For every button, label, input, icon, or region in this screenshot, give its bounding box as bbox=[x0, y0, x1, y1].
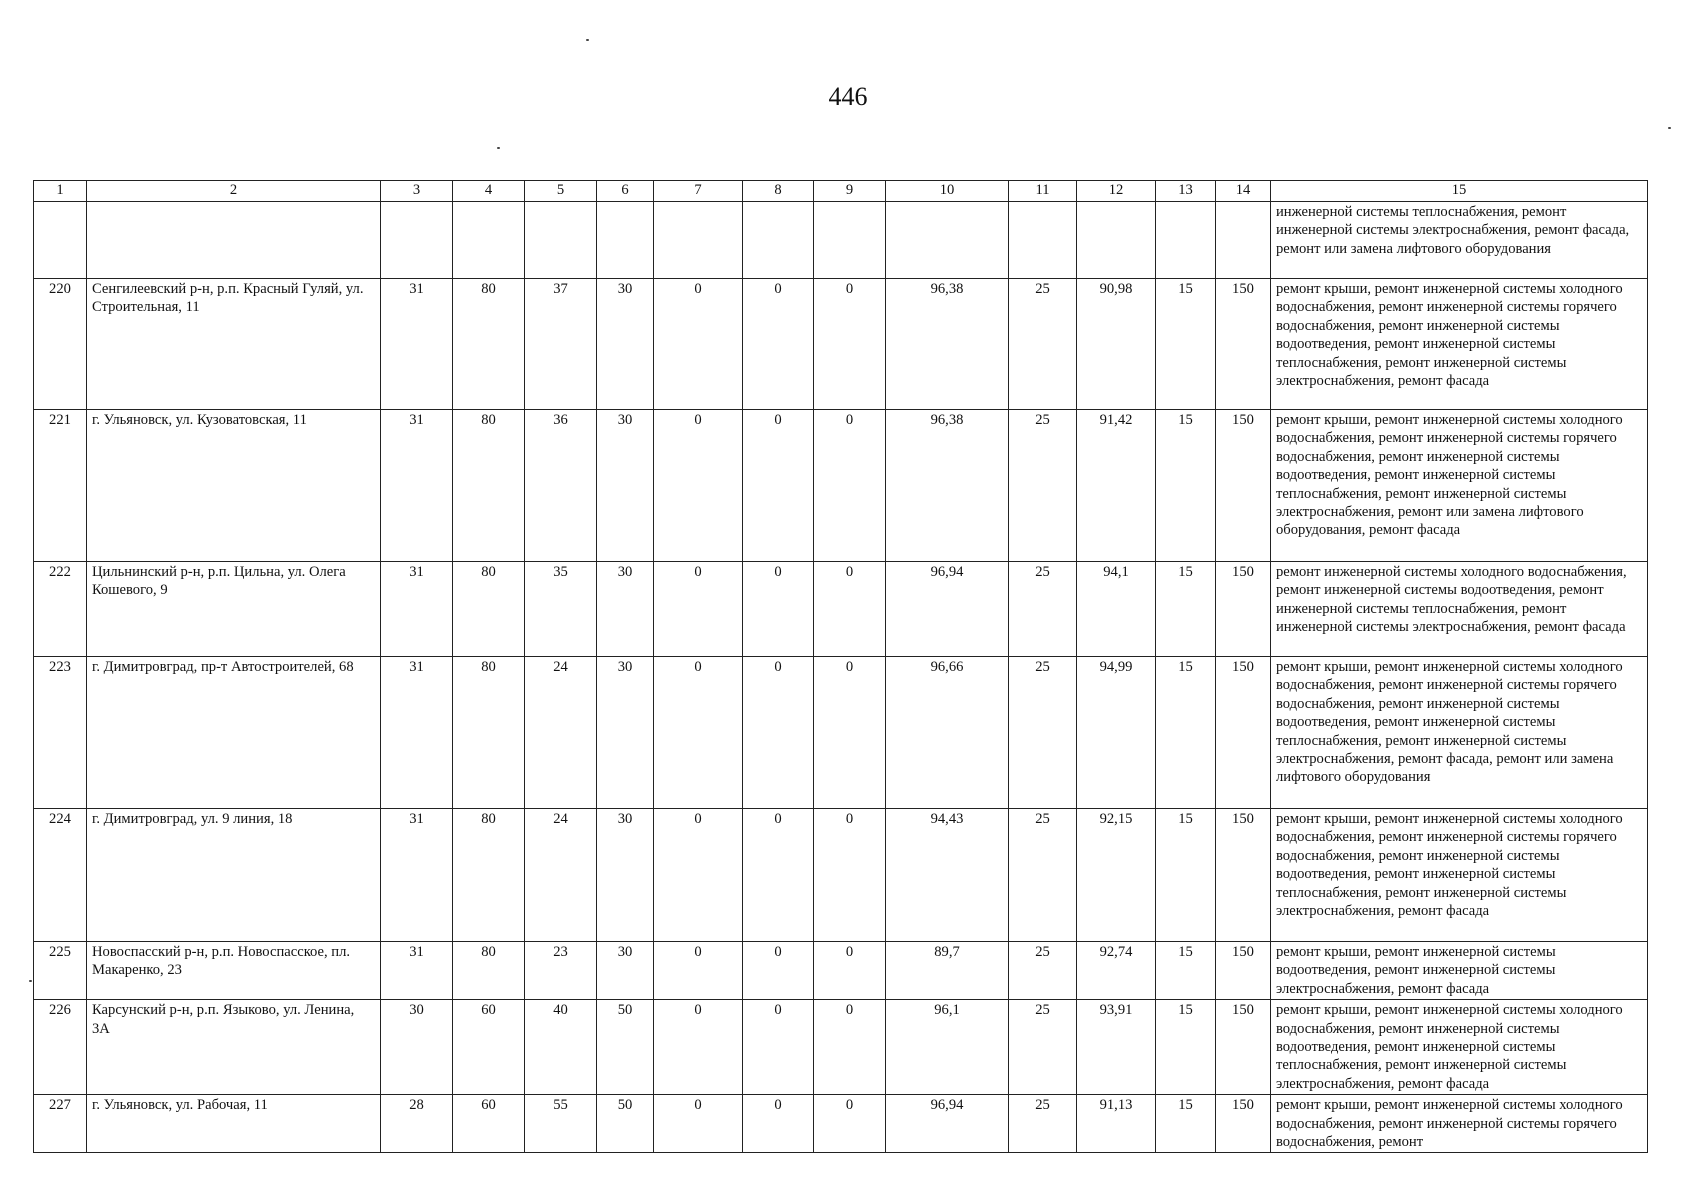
address-cell: г. Димитровград, ул. 9 линия, 18 bbox=[87, 809, 381, 942]
value-cell: 0 bbox=[654, 1000, 743, 1095]
value-cell: 0 bbox=[654, 1095, 743, 1153]
value-cell: 60 bbox=[453, 1095, 525, 1153]
address-cell: Карсунский р-н, р.п. Языково, ул. Ленина, 3А bbox=[87, 1000, 381, 1095]
value-cell: 30 bbox=[597, 657, 654, 809]
value-cell: 96,66 bbox=[886, 657, 1009, 809]
works-cell: ремонт крыши, ремонт инженерной системы водоотведения, ремонт инженерной системы электроснабжения, ремонт фасада bbox=[1271, 942, 1648, 1000]
value-cell: 15 bbox=[1156, 1095, 1216, 1153]
value-cell: 80 bbox=[453, 657, 525, 809]
value-cell: 80 bbox=[453, 809, 525, 942]
empty-cell bbox=[597, 202, 654, 279]
value-cell: 30 bbox=[597, 809, 654, 942]
empty-cell bbox=[743, 202, 814, 279]
works-cell: ремонт инженерной системы холодного водоснабжения, ремонт инженерной системы водоотведения, ремонт инженерной системы теплоснабжения, ремонт инженерной системы электроснабжения, ремонт фасада bbox=[1271, 562, 1648, 657]
address-cell: Сенгилеевский р-н, р.п. Красный Гуляй, ул. Строительная, 11 bbox=[87, 279, 381, 410]
header-row bbox=[34, 181, 1648, 202]
value-cell: 92,15 bbox=[1077, 809, 1156, 942]
value-cell: 91,42 bbox=[1077, 410, 1156, 562]
value-cell: 55 bbox=[525, 1095, 597, 1153]
scan-speck bbox=[586, 39, 589, 41]
value-cell: 80 bbox=[453, 279, 525, 410]
value-cell: 150 bbox=[1216, 410, 1271, 562]
value-cell: 94,1 bbox=[1077, 562, 1156, 657]
empty-cell bbox=[1077, 202, 1156, 279]
value-cell: 0 bbox=[743, 942, 814, 1000]
value-cell: 0 bbox=[654, 410, 743, 562]
value-cell: 96,38 bbox=[886, 279, 1009, 410]
value-cell: 24 bbox=[525, 657, 597, 809]
table-row bbox=[34, 562, 1648, 657]
value-cell: 31 bbox=[381, 410, 453, 562]
column-header: 3 bbox=[381, 181, 453, 202]
value-cell: 0 bbox=[814, 1000, 886, 1095]
value-cell: 0 bbox=[814, 809, 886, 942]
value-cell: 0 bbox=[814, 942, 886, 1000]
value-cell: 90,98 bbox=[1077, 279, 1156, 410]
address-cell: г. Димитровград, пр-т Автостроителей, 68 bbox=[87, 657, 381, 809]
value-cell: 15 bbox=[1156, 657, 1216, 809]
value-cell: 30 bbox=[381, 1000, 453, 1095]
table-row bbox=[34, 410, 1648, 562]
value-cell: 30 bbox=[597, 279, 654, 410]
scan-speck bbox=[1668, 127, 1671, 129]
continuation-row bbox=[34, 202, 1648, 279]
value-cell: 25 bbox=[1009, 279, 1077, 410]
works-cell: ремонт крыши, ремонт инженерной системы холодного водоснабжения, ремонт инженерной системы горячего водоснабжения, ремонт инженерной системы водоотведения, ремонт инженерной системы теплоснабжения, ремонт инженерной системы электроснабжения, ремонт фасада, ремонт или замена лифтового оборудования bbox=[1271, 657, 1648, 809]
column-header: 14 bbox=[1216, 181, 1271, 202]
value-cell: 150 bbox=[1216, 1000, 1271, 1095]
value-cell: 0 bbox=[814, 410, 886, 562]
value-cell: 25 bbox=[1009, 942, 1077, 1000]
empty-cell bbox=[87, 202, 381, 279]
value-cell: 25 bbox=[1009, 657, 1077, 809]
value-cell: 15 bbox=[1156, 279, 1216, 410]
empty-cell bbox=[381, 202, 453, 279]
value-cell: 150 bbox=[1216, 279, 1271, 410]
empty-cell bbox=[1009, 202, 1077, 279]
row-number-cell: 226 bbox=[34, 1000, 87, 1095]
column-header: 6 bbox=[597, 181, 654, 202]
column-header: 8 bbox=[743, 181, 814, 202]
value-cell: 89,7 bbox=[886, 942, 1009, 1000]
value-cell: 0 bbox=[814, 657, 886, 809]
value-cell: 50 bbox=[597, 1000, 654, 1095]
value-cell: 0 bbox=[814, 279, 886, 410]
value-cell: 0 bbox=[654, 942, 743, 1000]
empty-cell bbox=[886, 202, 1009, 279]
value-cell: 150 bbox=[1216, 942, 1271, 1000]
address-cell: г. Ульяновск, ул. Кузоватовская, 11 bbox=[87, 410, 381, 562]
empty-cell bbox=[453, 202, 525, 279]
works-cell: ремонт крыши, ремонт инженерной системы холодного водоснабжения, ремонт инженерной системы горячего водоснабжения, ремонт bbox=[1271, 1095, 1648, 1153]
table-row bbox=[34, 279, 1648, 410]
row-number-cell: 220 bbox=[34, 279, 87, 410]
value-cell: 0 bbox=[654, 809, 743, 942]
column-header: 5 bbox=[525, 181, 597, 202]
value-cell: 50 bbox=[597, 1095, 654, 1153]
value-cell: 80 bbox=[453, 562, 525, 657]
value-cell: 80 bbox=[453, 942, 525, 1000]
value-cell: 0 bbox=[654, 657, 743, 809]
value-cell: 25 bbox=[1009, 1095, 1077, 1153]
value-cell: 80 bbox=[453, 410, 525, 562]
value-cell: 24 bbox=[525, 809, 597, 942]
value-cell: 93,91 bbox=[1077, 1000, 1156, 1095]
value-cell: 25 bbox=[1009, 562, 1077, 657]
works-cell: ремонт крыши, ремонт инженерной системы холодного водоснабжения, ремонт инженерной системы горячего водоснабжения, ремонт инженерной системы водоотведения, ремонт инженерной системы теплоснабжения, ремонт инженерной системы электроснабжения, ремонт фасада bbox=[1271, 809, 1648, 942]
works-cell: ремонт крыши, ремонт инженерной системы холодного водоснабжения, ремонт инженерной системы горячего водоснабжения, ремонт инженерной системы водоотведения, ремонт инженерной системы теплоснабжения, ремонт инженерной системы электроснабжения, ремонт или замена лифтового оборудования, ремонт фасада bbox=[1271, 410, 1648, 562]
value-cell: 0 bbox=[743, 410, 814, 562]
table-row bbox=[34, 1095, 1648, 1153]
table-row bbox=[34, 942, 1648, 1000]
value-cell: 0 bbox=[743, 657, 814, 809]
value-cell: 31 bbox=[381, 279, 453, 410]
empty-cell bbox=[525, 202, 597, 279]
value-cell: 96,1 bbox=[886, 1000, 1009, 1095]
row-number-cell: 223 bbox=[34, 657, 87, 809]
value-cell: 15 bbox=[1156, 410, 1216, 562]
value-cell: 60 bbox=[453, 1000, 525, 1095]
value-cell: 31 bbox=[381, 809, 453, 942]
column-header: 10 bbox=[886, 181, 1009, 202]
column-header: 11 bbox=[1009, 181, 1077, 202]
value-cell: 15 bbox=[1156, 1000, 1216, 1095]
scan-speck bbox=[497, 147, 500, 149]
empty-cell bbox=[814, 202, 886, 279]
value-cell: 96,94 bbox=[886, 1095, 1009, 1153]
column-header: 1 bbox=[34, 181, 87, 202]
empty-cell bbox=[654, 202, 743, 279]
value-cell: 25 bbox=[1009, 809, 1077, 942]
value-cell: 0 bbox=[814, 562, 886, 657]
value-cell: 0 bbox=[814, 1095, 886, 1153]
column-header: 4 bbox=[453, 181, 525, 202]
value-cell: 91,13 bbox=[1077, 1095, 1156, 1153]
value-cell: 96,38 bbox=[886, 410, 1009, 562]
column-header: 15 bbox=[1271, 181, 1648, 202]
value-cell: 25 bbox=[1009, 1000, 1077, 1095]
value-cell: 150 bbox=[1216, 1095, 1271, 1153]
value-cell: 30 bbox=[597, 410, 654, 562]
value-cell: 15 bbox=[1156, 562, 1216, 657]
address-cell: Цильнинский р-н, р.п. Цильна, ул. Олега Кошевого, 9 bbox=[87, 562, 381, 657]
column-header: 12 bbox=[1077, 181, 1156, 202]
value-cell: 30 bbox=[597, 942, 654, 1000]
page-number: 446 bbox=[828, 82, 868, 111]
value-cell: 94,99 bbox=[1077, 657, 1156, 809]
scan-speck bbox=[29, 980, 32, 982]
works-cell: ремонт крыши, ремонт инженерной системы холодного водоснабжения, ремонт инженерной системы водоотведения, ремонт инженерной системы теплоснабжения, ремонт инженерной системы электроснабжения, ремонт фасада bbox=[1271, 1000, 1648, 1095]
register-table bbox=[33, 180, 1648, 1153]
value-cell: 150 bbox=[1216, 657, 1271, 809]
value-cell: 37 bbox=[525, 279, 597, 410]
column-header: 13 bbox=[1156, 181, 1216, 202]
value-cell: 92,74 bbox=[1077, 942, 1156, 1000]
value-cell: 0 bbox=[654, 562, 743, 657]
value-cell: 0 bbox=[743, 1095, 814, 1153]
row-number-cell: 224 bbox=[34, 809, 87, 942]
value-cell: 35 bbox=[525, 562, 597, 657]
address-cell: г. Ульяновск, ул. Рабочая, 11 bbox=[87, 1095, 381, 1153]
address-cell: Новоспасский р-н, р.п. Новоспасское, пл. Макаренко, 23 bbox=[87, 942, 381, 1000]
empty-cell bbox=[34, 202, 87, 279]
table-row bbox=[34, 657, 1648, 809]
value-cell: 15 bbox=[1156, 942, 1216, 1000]
value-cell: 0 bbox=[743, 809, 814, 942]
row-number-cell: 225 bbox=[34, 942, 87, 1000]
value-cell: 0 bbox=[743, 562, 814, 657]
value-cell: 30 bbox=[597, 562, 654, 657]
value-cell: 31 bbox=[381, 562, 453, 657]
value-cell: 15 bbox=[1156, 809, 1216, 942]
row-number-cell: 221 bbox=[34, 410, 87, 562]
value-cell: 23 bbox=[525, 942, 597, 1000]
column-header: 2 bbox=[87, 181, 381, 202]
value-cell: 25 bbox=[1009, 410, 1077, 562]
table-row bbox=[34, 1000, 1648, 1095]
empty-cell bbox=[1156, 202, 1216, 279]
value-cell: 31 bbox=[381, 657, 453, 809]
table-row bbox=[34, 809, 1648, 942]
value-cell: 0 bbox=[654, 279, 743, 410]
row-number-cell: 227 bbox=[34, 1095, 87, 1153]
row-number-cell: 222 bbox=[34, 562, 87, 657]
value-cell: 36 bbox=[525, 410, 597, 562]
value-cell: 28 bbox=[381, 1095, 453, 1153]
value-cell: 40 bbox=[525, 1000, 597, 1095]
column-header: 9 bbox=[814, 181, 886, 202]
value-cell: 96,94 bbox=[886, 562, 1009, 657]
empty-cell bbox=[1216, 202, 1271, 279]
value-cell: 31 bbox=[381, 942, 453, 1000]
value-cell: 94,43 bbox=[886, 809, 1009, 942]
value-cell: 150 bbox=[1216, 562, 1271, 657]
value-cell: 0 bbox=[743, 1000, 814, 1095]
works-cell: ремонт крыши, ремонт инженерной системы холодного водоснабжения, ремонт инженерной системы горячего водоснабжения, ремонт инженерной системы водоотведения, ремонт инженерной системы теплоснабжения, ремонт инженерной системы электроснабжения, ремонт фасада bbox=[1271, 279, 1648, 410]
value-cell: 0 bbox=[743, 279, 814, 410]
column-header: 7 bbox=[654, 181, 743, 202]
value-cell: 150 bbox=[1216, 809, 1271, 942]
works-cell: инженерной системы теплоснабжения, ремонт инженерной системы электроснабжения, ремонт фасада, ремонт или замена лифтового оборудования bbox=[1271, 202, 1648, 279]
